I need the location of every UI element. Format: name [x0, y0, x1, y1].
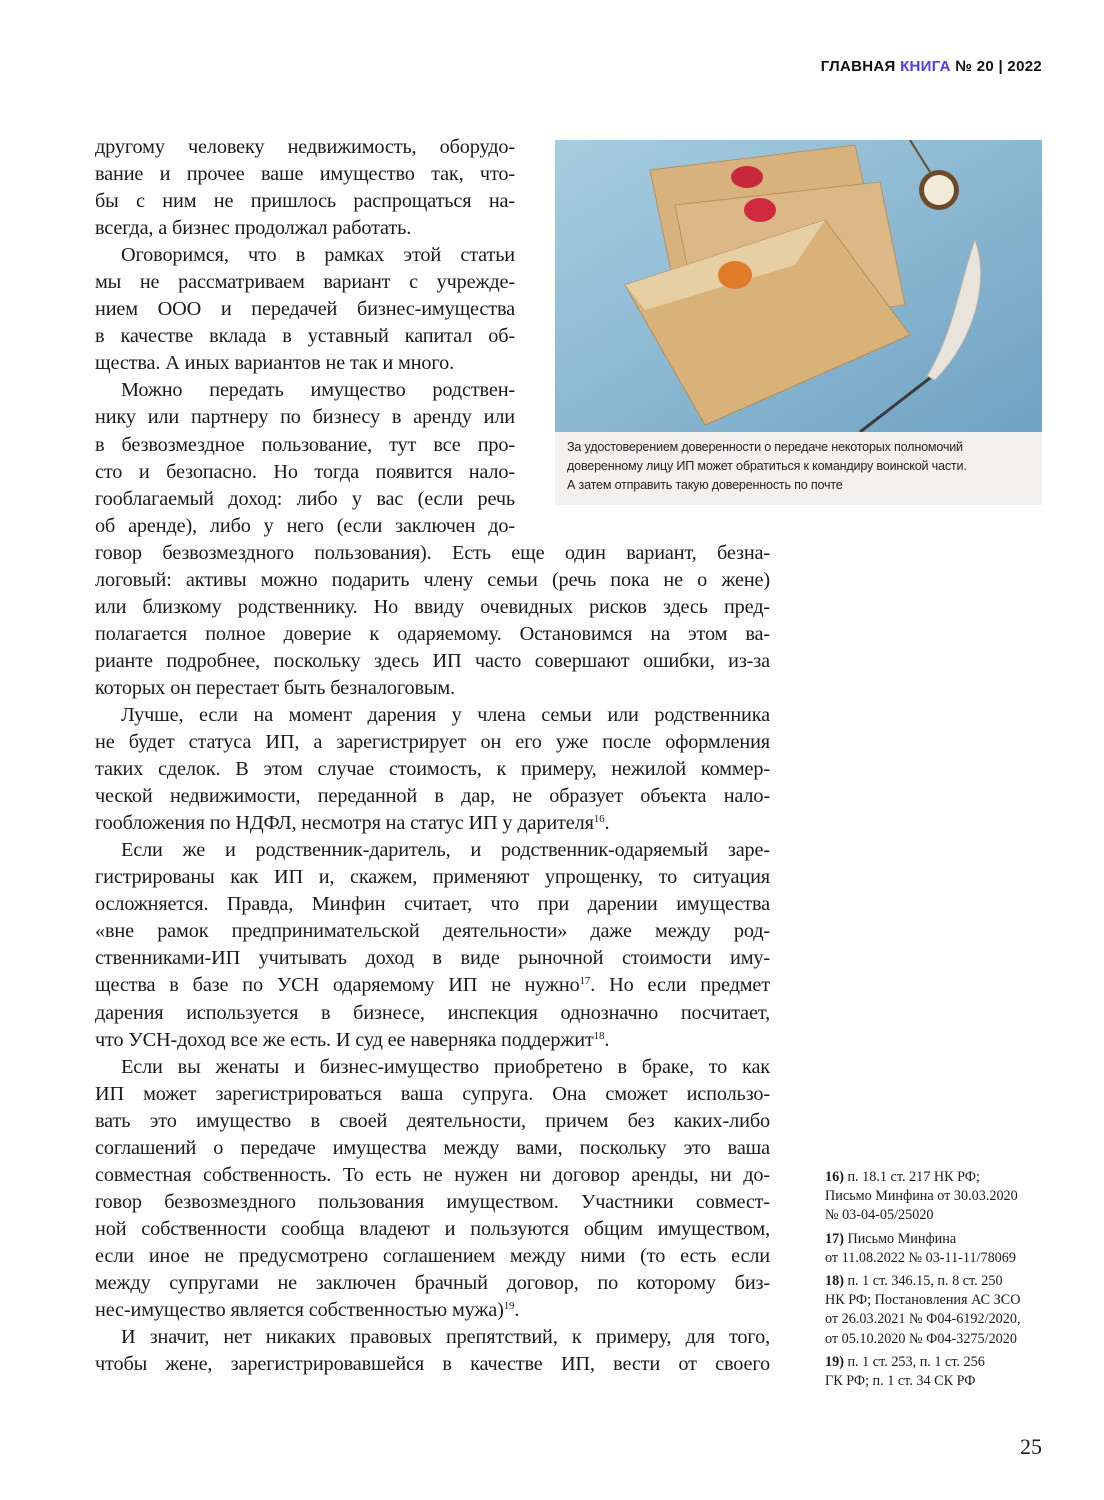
figure — [555, 140, 1042, 505]
text-line — [95, 648, 770, 675]
line-text: в качестве вклада в уставный капитал об- — [95, 325, 515, 348]
footnote-text: от 05.10.2020 № Ф04-3275/2020 — [825, 1330, 1017, 1347]
line-text: вать это имущество в своей деятельности, причем без каких-либо — [95, 1109, 770, 1132]
footnote-text: № 03-04-05/25020 — [825, 1207, 934, 1224]
footnote-text: от 26.03.2021 № Ф04-6192/2020, — [825, 1311, 1021, 1328]
text-line — [95, 459, 515, 486]
footnote — [825, 1353, 1055, 1391]
line-text: гооблагаемый доход: либо у вас (если речь — [95, 487, 515, 510]
line-text: дарения используется в бизнесе, инспекция однозначно посчитает, — [95, 1001, 770, 1024]
line-text: И значит, нет никаких правовых препятствий, к примеру, для того, — [121, 1326, 770, 1349]
line-text: совместная собственность. То есть не нужен ни договор аренды, ни до- — [95, 1163, 770, 1186]
line-text: вание и прочее ваше имущество так, что- — [95, 163, 515, 186]
footnote-line — [825, 1310, 1055, 1329]
footnote-number: 16) — [825, 1169, 844, 1185]
footnote — [825, 1230, 1055, 1268]
footnote-line — [825, 1372, 1055, 1391]
text-line — [95, 1027, 770, 1054]
text-line — [95, 1189, 770, 1216]
line-text: осложняется. Правда, Минфин считает, что при дарении имущества — [95, 893, 770, 916]
line-text: что УСН-доход все же есть. И суд ее наверняка поддержит — [95, 1028, 594, 1051]
page-number: 25 — [1020, 1434, 1042, 1459]
footnote-number: 18) — [825, 1273, 844, 1290]
footnote-ref[interactable]: 16 — [593, 813, 605, 826]
line-text: Лучше, если на момент дарения у члена семьи или родственника — [121, 703, 770, 726]
text-line — [95, 675, 770, 702]
footnote-line — [825, 1272, 1055, 1291]
footnote-line — [825, 1206, 1055, 1225]
text-line — [95, 756, 770, 783]
line-text: всегда, а бизнес продолжал работать. — [95, 217, 412, 240]
line-text: другому человеку недвижимость, оборудо- — [95, 136, 515, 158]
text-line — [95, 540, 770, 567]
brand-accent: КНИГА — [900, 58, 951, 75]
line-text: если иное не предусмотрено соглашением между ними (то есть если — [95, 1244, 770, 1267]
footnote-line — [825, 1291, 1055, 1310]
caption-line: доверенному лицу ИП может обратиться к командиру воинской части. — [567, 459, 967, 473]
footnote-text: ГК РФ; п. 1 ст. 34 СК РФ — [825, 1373, 976, 1390]
text-line — [95, 1351, 770, 1378]
footnote-ref[interactable]: 17 — [579, 975, 591, 988]
line-text: ИП может зарегистрироваться ваша супруга. Она сможет использо- — [95, 1082, 770, 1105]
footnotes — [825, 1168, 1055, 1395]
line-text: нику или партнеру по бизнесу в аренду или — [95, 406, 515, 429]
footnote-text: п. 18.1 ст. 217 НК РФ; — [847, 1169, 980, 1185]
line-text: ческой недвижимости, переданной в дар, не образует объекта нало- — [95, 785, 770, 808]
footnote-text: от 11.08.2022 № 03-11-11/78069 — [825, 1249, 1016, 1266]
line-text: Если же и родственник-даритель, и родственник-одаряемый заре- — [121, 839, 770, 862]
text-line — [95, 432, 515, 459]
footnote — [825, 1168, 1055, 1226]
line-text: Можно передать имущество родствен- — [121, 379, 515, 402]
line-text: соглашений о передаче имущества между вами, поскольку это ваша — [95, 1136, 770, 1159]
line-text: ной собственности сообща владеют и пользуются общим имуществом, — [95, 1217, 770, 1240]
text-line — [95, 891, 770, 918]
text-line — [95, 350, 515, 377]
line-text: гообложения по НДФЛ, несмотря на статус ИП у дарителя — [95, 812, 594, 835]
footnote-line — [825, 1187, 1055, 1206]
footnote-number: 17) — [825, 1230, 844, 1247]
text-line — [95, 594, 770, 621]
text-line — [95, 486, 515, 513]
line-text: гистрированы как ИП и, скажем, применяют упрощенку, то ситуация — [95, 866, 770, 889]
text-line — [95, 513, 515, 540]
footnote-text: Письмо Минфина — [847, 1230, 957, 1247]
footnote-text: п. 1 ст. 253, п. 1 ст. 256 — [847, 1353, 985, 1370]
line-text-after: . Но если предмет — [590, 974, 770, 997]
text-line — [95, 1054, 770, 1081]
text-line — [95, 783, 770, 810]
text-line — [95, 1081, 770, 1108]
footnote-line — [825, 1230, 1055, 1249]
text-line — [95, 1108, 770, 1135]
footnote-text: Письмо Минфина от 30.03.2020 — [825, 1188, 1018, 1205]
text-line — [95, 161, 515, 188]
text-line — [95, 134, 515, 161]
caption-line: За удостоверением доверенности о передаче некоторых полномочий — [567, 440, 963, 454]
line-text: Оговоримся, что в рамках этой статьи — [121, 244, 515, 267]
text-line — [95, 1000, 770, 1027]
line-text: бы с ним не пришлось распрощаться на- — [95, 190, 515, 213]
text-line — [95, 215, 515, 242]
text-line — [95, 269, 515, 296]
text-line — [95, 242, 515, 269]
line-text: логовый: активы можно подарить члену семьи (речь пока не о жене) — [95, 568, 770, 591]
line-text: в безвозмездное пользование, тут все про- — [95, 433, 515, 456]
footnote-text: п. 1 ст. 346.15, п. 8 ст. 250 — [847, 1273, 1003, 1290]
text-line — [95, 1216, 770, 1243]
footnote-line — [825, 1168, 1055, 1187]
text-line — [95, 1135, 770, 1162]
text-line — [95, 1270, 770, 1297]
footnote-number: 19) — [825, 1353, 844, 1370]
line-text: говор безвозмездного пользования). Есть еще один вариант, безна- — [95, 541, 770, 564]
text-line — [95, 1243, 770, 1270]
line-text: щества в базе по УСН одаряемому ИП не нужно — [95, 974, 580, 997]
brand-main: ГЛАВНАЯ — [820, 58, 896, 75]
footnote-line — [825, 1249, 1055, 1268]
line-text: щества. А иных вариантов не так и много. — [95, 352, 454, 375]
text-line — [95, 404, 515, 431]
text-line — [95, 702, 770, 729]
text-line — [95, 188, 515, 215]
caption-line: А затем отправить такую доверенность по почте — [567, 478, 843, 492]
line-text: не будет статуса ИП, а зарегистрирует он его уже после оформления — [95, 731, 770, 754]
line-text: Если вы женаты и бизнес-имущество приобретено в браке, то как — [121, 1055, 770, 1078]
footnote-ref[interactable]: 18 — [593, 1029, 605, 1042]
line-text: об аренде), либо у него (если заключен до- — [95, 514, 515, 537]
text-line — [95, 810, 770, 837]
line-text: «вне рамок предпринимательской деятельности» даже между род- — [95, 920, 770, 943]
line-text-after: . — [604, 812, 610, 835]
text-line — [95, 1324, 770, 1351]
text-line — [95, 1297, 770, 1324]
text-line — [95, 918, 770, 945]
footnote-line — [825, 1353, 1055, 1372]
line-text-after: . — [514, 1299, 520, 1322]
line-text: нес-имущество является собственностью мужа) — [95, 1299, 504, 1322]
footnote-ref[interactable]: 19 — [503, 1300, 515, 1313]
line-text: рианте подробнее, поскольку здесь ИП часто совершают ошибки, из-за — [95, 649, 770, 672]
text-line — [95, 567, 770, 594]
text-line — [95, 945, 770, 972]
text-line — [95, 1162, 770, 1189]
line-text: между супругами не заключен брачный договор, по которому биз- — [95, 1271, 770, 1294]
running-header — [821, 58, 1042, 75]
line-text: мы не рассматриваем вариант с учрежде- — [95, 271, 515, 294]
text-line — [95, 864, 770, 891]
photo-caption — [555, 432, 1042, 505]
line-text: говор безвозмездного пользования имуществом. Участники совмест- — [95, 1190, 770, 1213]
line-text-after: . — [604, 1028, 610, 1051]
text-line — [95, 296, 515, 323]
line-text: нием ООО и передачей бизнес-имущества — [95, 298, 515, 321]
footnote-line — [825, 1330, 1055, 1349]
line-text: ственниками-ИП учитывать доход в виде рыночной стоимости иму- — [95, 947, 770, 970]
text-line — [95, 972, 770, 999]
text-line — [95, 323, 515, 350]
text-line — [95, 377, 515, 404]
issue-number: № 20 | 2022 — [955, 58, 1042, 75]
envelopes-photo — [555, 140, 1042, 432]
text-line — [95, 729, 770, 756]
line-text: которых он перестает быть безналоговым. — [95, 676, 455, 699]
line-text: сто и безопасно. Но тогда появится нало- — [95, 460, 515, 483]
text-line — [95, 621, 770, 648]
line-text: таких сделок. В этом случае стоимость, к примеру, нежилой коммер- — [95, 758, 770, 781]
line-text: чтобы жене, зарегистрировавшейся в качестве ИП, вести от своего — [95, 1353, 770, 1376]
footnote-text: НК РФ; Постановления АС ЗСО — [825, 1292, 1021, 1309]
line-text: полагается полное доверие к одаряемому. Остановимся на этом ва- — [95, 622, 770, 645]
footnote — [825, 1272, 1055, 1349]
line-text: или близкому родственнику. Но ввиду очевидных рисков здесь пред- — [95, 595, 770, 618]
text-line — [95, 837, 770, 864]
